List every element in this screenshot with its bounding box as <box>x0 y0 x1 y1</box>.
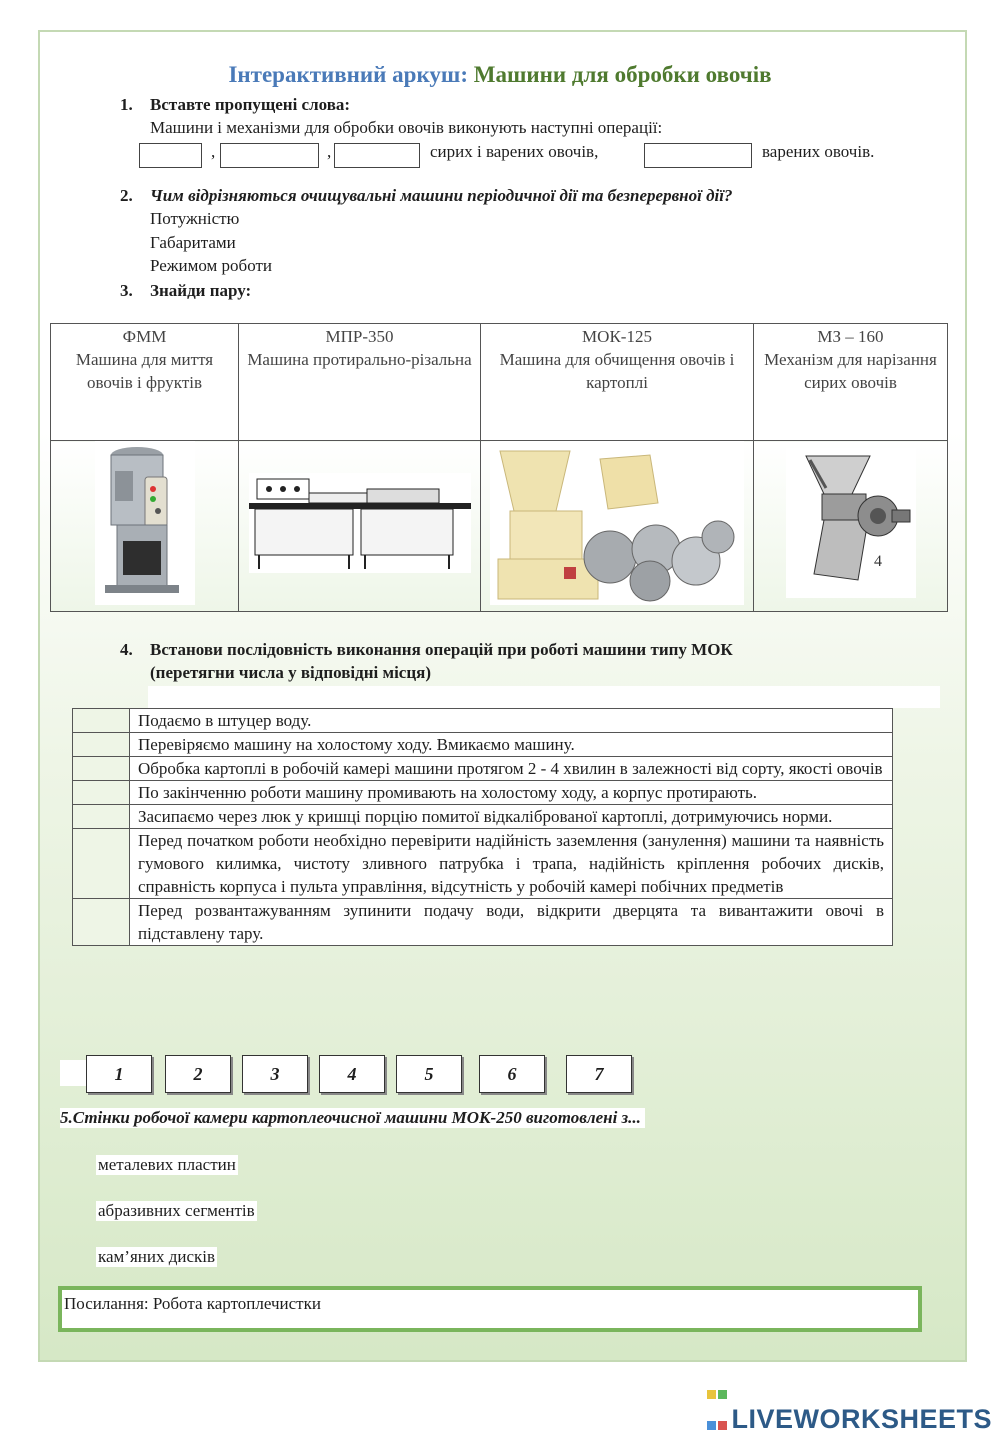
q4-heading: Встанови послідовність виконання операцій при роботі машини типу МОК <box>150 640 733 659</box>
sequence-row <box>73 733 893 757</box>
q5-option-3[interactable]: кам’яних дисків <box>98 1247 216 1266</box>
q3-number: 3. <box>120 281 133 300</box>
q5-question: 5.Стінки робочої камери картоплеочисної машини МОК-250 виготовлені з... <box>60 1108 645 1128</box>
pair-image-cell-3[interactable] <box>481 441 754 612</box>
q1-after-4: варених овочів. <box>762 142 875 161</box>
sequence-step-4: По закінченню роботи машину промивають на холостому ходу, а корпус протирають. <box>130 781 893 805</box>
number-tray-edge <box>60 1060 88 1086</box>
page-title <box>0 62 1000 88</box>
draggable-number-4[interactable]: 4 <box>319 1055 385 1093</box>
pair-code-3: МОК-125 <box>582 327 652 346</box>
sequence-slot-3[interactable] <box>73 757 130 781</box>
q1-after-3: сирих і варених овочів, <box>430 142 599 161</box>
sequence-step-5: Засипаємо через люк у кришці порцію помитої відкаліброваної картоплі, дотримуючись норми. <box>130 805 893 829</box>
draggable-number-1[interactable]: 1 <box>86 1055 152 1093</box>
sequence-slot-2[interactable] <box>73 733 130 757</box>
pair-desc-2: Машина протирально-різальна <box>247 350 472 369</box>
sequence-step-6: Перед початком роботи необхідно перевірити надійність заземлення (занулення) машини та наявність гумового килимка, чистоту зливного патрубка і трапа, надійність кріплення робочих дисків, справність корпуса і пульта управління, відсутність у робочій камері побічних предметів <box>130 829 893 899</box>
reference-link-box[interactable] <box>58 1286 922 1332</box>
title-prefix: Інтерактивний аркуш: <box>228 62 468 87</box>
q1-heading: Вставте пропущені слова: <box>150 95 351 114</box>
sequence-step-3: Обробка картоплі в робочій камері машини протягом 2 - 4 хвилин в залежності від сорту, якості овочів <box>130 757 893 781</box>
draggable-number-2[interactable]: 2 <box>165 1055 231 1093</box>
pair-label-3[interactable] <box>481 324 754 441</box>
reference-text: Посилання: Робота картоплечистки <box>64 1294 321 1313</box>
q1-blank-4[interactable] <box>644 143 752 168</box>
q2-question: Чим відрізняються очищувальні машини періодичної дії та безперервної дії? <box>150 186 733 205</box>
sequence-row <box>73 899 893 946</box>
q4-blank-strip <box>148 686 940 708</box>
sequence-row <box>73 829 893 899</box>
sequence-row <box>73 757 893 781</box>
draggable-number-5[interactable]: 5 <box>396 1055 462 1093</box>
svg-text:4: 4 <box>873 553 882 570</box>
sequence-row <box>73 781 893 805</box>
sequence-slot-4[interactable] <box>73 781 130 805</box>
draggable-number-3[interactable]: 3 <box>242 1055 308 1093</box>
sequence-step-7: Перед розвантажуванням зупинити подачу води, відкрити дверцята та вивантажити овочі в підставлену тару. <box>130 899 893 946</box>
q2-option-2[interactable]: Габаритами <box>150 233 236 252</box>
q1-blank-2[interactable] <box>220 143 319 168</box>
q5-option-1[interactable]: металевих пластин <box>98 1155 236 1174</box>
pair-image-cell-4[interactable] <box>754 441 948 612</box>
q2-option-3[interactable]: Режимом роботи <box>150 256 273 275</box>
q1-blank-1[interactable] <box>139 143 202 168</box>
pair-label-4[interactable] <box>754 324 948 441</box>
pair-desc-4: Механізм для нарізання сирих овочів <box>764 350 937 392</box>
sequence-row <box>73 805 893 829</box>
pair-desc-1: Машина для миття овочів і фруктів <box>75 350 214 392</box>
pairs-table <box>50 323 948 612</box>
q2-number: 2. <box>120 186 133 205</box>
draggable-number-6[interactable]: 6 <box>479 1055 545 1093</box>
potato-peeler-machine-image <box>95 441 195 605</box>
q1-text: Машини і механізми для обробки овочів виконують наступні операції: <box>150 118 663 137</box>
grating-cutting-machine-image <box>249 473 471 573</box>
pair-image-cell-2[interactable] <box>239 441 481 612</box>
q1-sep-2: , <box>327 142 332 161</box>
sequence-step-1: Подаємо в штуцер воду. <box>130 709 893 733</box>
pair-code-1: ФММ <box>122 327 167 346</box>
pair-code-4: МЗ – 160 <box>817 327 884 346</box>
q4-number: 4. <box>120 640 133 659</box>
raw-vegetable-slicer-image <box>786 448 916 598</box>
liveworksheets-logo-icon <box>706 1376 728 1438</box>
title-main: Машини для обробки овочів <box>473 62 772 87</box>
q3-heading: Знайди пару: <box>150 281 252 300</box>
q1-number: 1. <box>120 95 133 114</box>
pair-desc-3: Машина для обчищення овочів і картоплі <box>499 350 735 392</box>
sequence-table <box>72 708 893 946</box>
vegetable-cutter-discs-image <box>490 441 744 605</box>
q5-option-2[interactable]: абразивних сегментів <box>98 1201 255 1220</box>
pair-code-2: МПР-350 <box>325 327 394 346</box>
q4-subheading: (перетягни числа у відповідні місця) <box>150 663 431 682</box>
q2-option-1[interactable]: Потужністю <box>150 209 240 228</box>
sequence-slot-7[interactable] <box>73 899 130 946</box>
sequence-slot-5[interactable] <box>73 805 130 829</box>
q1-sep-1: , <box>211 142 216 161</box>
sequence-step-2: Перевіряємо машину на холостому ходу. Вмикаємо машину. <box>130 733 893 757</box>
sequence-slot-1[interactable] <box>73 709 130 733</box>
draggable-number-7[interactable]: 7 <box>566 1055 632 1093</box>
sequence-row <box>73 709 893 733</box>
sequence-slot-6[interactable] <box>73 829 130 899</box>
q1-blank-3[interactable] <box>334 143 420 168</box>
pair-image-cell-1[interactable] <box>51 441 239 612</box>
liveworksheets-logo-text: LIVEWORKSHEETS <box>731 1404 992 1434</box>
liveworksheets-logo <box>706 1376 992 1438</box>
pair-label-2[interactable] <box>239 324 481 441</box>
pair-label-1[interactable] <box>51 324 239 441</box>
